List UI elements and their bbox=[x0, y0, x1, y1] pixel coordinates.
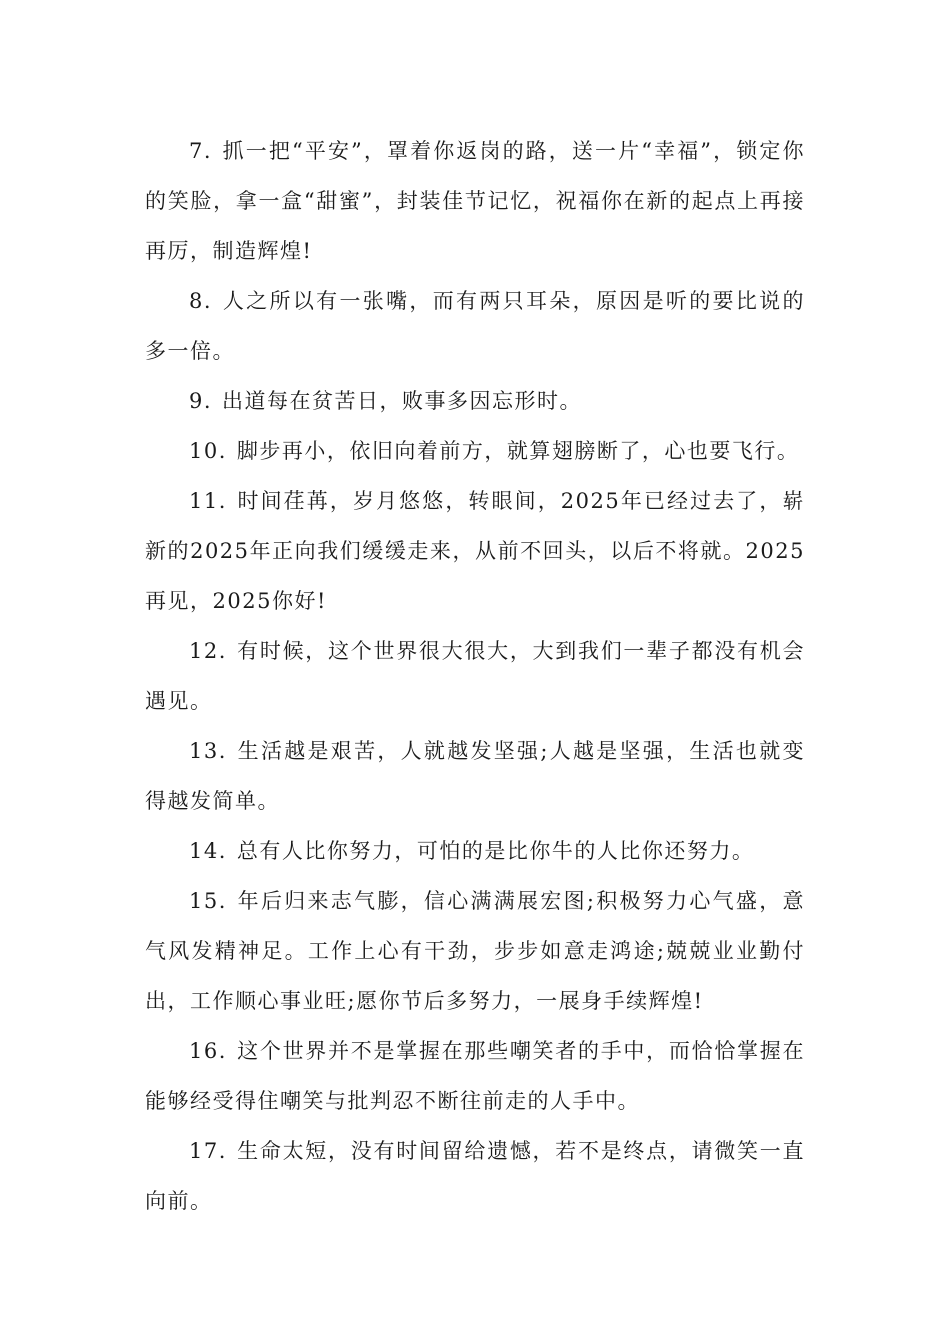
paragraph-7 bbox=[145, 126, 805, 276]
paragraph-text: 时间荏苒，岁月悠悠，转眼间，2025年已经过去了，崭新的2025年正向我们缓缓走来，从前不回头，以后不将就。2025再见，2025你好! bbox=[145, 489, 805, 613]
paragraph-text: 年后归来志气膨，信心满满展宏图;积极努力心气盛，意气风发精神足。工作上心有干劲，步步如意走鸿途;兢兢业业勤付出，工作顺心事业旺;愿你节后多努力，一展身手续辉煌! bbox=[145, 889, 805, 1013]
paragraph-number: 8. bbox=[189, 289, 213, 313]
paragraph-11 bbox=[145, 476, 805, 626]
paragraph-number: 13. bbox=[189, 739, 227, 763]
document-body bbox=[145, 126, 805, 1226]
paragraph-text: 人之所以有一张嘴，而有两只耳朵，原因是听的要比说的多一倍。 bbox=[145, 289, 805, 363]
paragraph-12 bbox=[145, 626, 805, 726]
paragraph-15 bbox=[145, 876, 805, 1026]
paragraph-text: 有时候，这个世界很大很大，大到我们一辈子都没有机会遇见。 bbox=[145, 639, 805, 713]
paragraph-number: 16. bbox=[189, 1039, 227, 1063]
paragraph-text: 生活越是艰苦，人就越发坚强;人越是坚强，生活也就变得越发简单。 bbox=[145, 739, 805, 813]
paragraph-number: 17. bbox=[189, 1139, 227, 1163]
paragraph-text: 这个世界并不是掌握在那些嘲笑者的手中，而恰恰掌握在能够经受得住嘲笑与批判忍不断往前走的人手中。 bbox=[145, 1039, 805, 1113]
paragraph-number: 11. bbox=[189, 489, 227, 513]
paragraph-9 bbox=[145, 376, 805, 426]
paragraph-10 bbox=[145, 426, 805, 476]
paragraph-number: 15. bbox=[189, 889, 227, 913]
paragraph-8 bbox=[145, 276, 805, 376]
paragraph-14 bbox=[145, 826, 805, 876]
paragraph-13 bbox=[145, 726, 805, 826]
paragraph-16 bbox=[145, 1026, 805, 1126]
paragraph-number: 7. bbox=[189, 139, 213, 163]
paragraph-text: 总有人比你努力，可怕的是比你牛的人比你还努力。 bbox=[236, 839, 755, 863]
paragraph-text: 脚步再小，依旧向着前方，就算翅膀断了，心也要飞行。 bbox=[236, 439, 800, 463]
paragraph-number: 14. bbox=[189, 839, 227, 863]
paragraph-text: 抓一把“平安”，罩着你返岗的路，送一片“幸福”，锁定你的笑脸，拿一盒“甜蜜”，封装佳节记忆，祝福你在新的起点上再接再厉，制造辉煌! bbox=[145, 139, 805, 263]
paragraph-text: 生命太短，没有时间留给遗憾，若不是终点，请微笑一直向前。 bbox=[145, 1139, 805, 1213]
paragraph-17 bbox=[145, 1126, 805, 1226]
paragraph-number: 12. bbox=[189, 639, 227, 663]
paragraph-text: 出道每在贫苦日，败事多因忘形时。 bbox=[222, 389, 583, 413]
paragraph-number: 9. bbox=[189, 389, 213, 413]
paragraph-number: 10. bbox=[189, 439, 227, 463]
